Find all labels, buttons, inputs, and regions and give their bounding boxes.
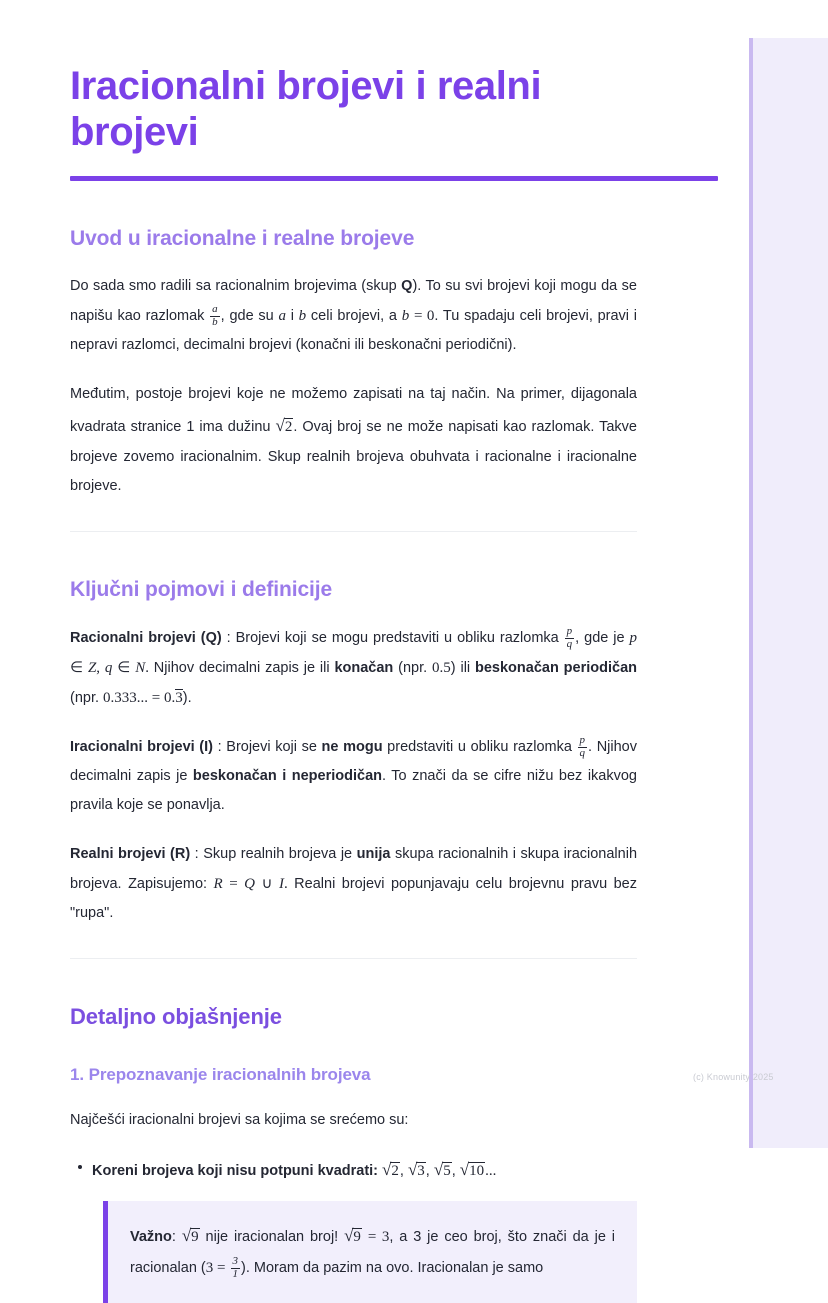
sqrt-2: √2 bbox=[275, 416, 293, 436]
callout-text: Važno: √9 nije iracionalan broj! √9 = 3, a 3 je ceo broj, što znači da je i racionalan (3 = $\frac{3}{1}$ ). Moram da pazim na ovo. Iracionalan je samo bbox=[130, 1219, 615, 1283]
right-strip-edge bbox=[749, 38, 753, 1148]
paragraph-uvod-2: Međutim, postoje brojevi koje ne možemo zapisati na taj način. Na primer, dijagonala kvadrata stranice 1 ima dužinu √2. Ovaj broj se ne može napisati kao razlomak. Takve brojeve zovemo iracionalnim. Skup realnih brojeva obuhvata i racionalne i iracionalne brojeve. bbox=[70, 386, 637, 495]
paragraph-subsection-intro: Najčešći iracionalni brojevi sa kojima se srećemo su: bbox=[70, 1112, 409, 1129]
definition-term: Iracionalni brojevi (I) bbox=[70, 739, 213, 756]
watermark: (c) Knowunity 2025 bbox=[693, 1072, 774, 1082]
section-divider-2 bbox=[70, 958, 637, 959]
sqrt-10: √10 bbox=[459, 1160, 485, 1180]
sqrt-3: √3 bbox=[407, 1160, 425, 1180]
definition-racionalni-brojevi: Racionalni brojevi (Q) : Brojevi koji se mogu predstaviti u obliku razlomka $\frac{p}{q}$ , gde je p ∈ Z, q ∈ N. Njihov decimalni zapis je ili konačan (npr. 0.5) ili beskonačan periodičan (npr. 0.333... = 0.3). bbox=[70, 625, 638, 707]
definition-realni-brojevi: Realni brojevi (R) : Skup realnih brojeva je unija skupa racionalnih i skupa iracionalnih brojeva. Zapisujemo: R = Q ∪ I. Realni brojevi popunjavaju celu brojevnu pravu bez "rupa". bbox=[70, 846, 638, 922]
sqrt-5: √5 bbox=[433, 1160, 451, 1180]
section-heading-pojmovi: Ključni pojmovi i definicije bbox=[70, 578, 333, 602]
definition-iracionalni-brojevi: Iracionalni brojevi (I) : Brojevi koji se ne mogu predstaviti u obliku razlomka $\frac{p}{q}$ . Njihov decimalni zapis je beskonačan i neperiodičan. To znači da se cifre nižu bez ikakvog pravila koje se ponavlja. bbox=[70, 734, 637, 814]
subsection-heading-prepoznavanje: 1. Prepoznavanje iracionalnih brojeva bbox=[70, 1064, 371, 1084]
callout-vazno bbox=[103, 1201, 637, 1303]
title-underline-rule bbox=[70, 176, 718, 181]
page-title: Iracionalni brojevi i realni brojevi bbox=[70, 64, 542, 155]
paragraph-uvod-1: Do sada smo radili sa racionalnim brojevima (skup Q). To su svi brojevi koji mogu da se napišu kao razlomak $\frac{a}{b}$ , gde su a i b celi brojevi, a b = 0. Tu spadaju celi brojevi, pravi i nepravi razlomci, decimalni brojevi (konačni ili beskonačni periodični). bbox=[70, 278, 637, 354]
right-decorative-strip bbox=[749, 38, 828, 1148]
list-item: Koreni brojeva koji nisu potpuni kvadrati: √2, √3, √5, √10... bbox=[92, 1153, 637, 1187]
fraction-a-over-b: $\frac{a}{b}$ bbox=[212, 303, 218, 328]
callout-label: Važno bbox=[130, 1229, 172, 1246]
section-heading-detaljno: Detaljno objašnjenje bbox=[70, 1004, 282, 1030]
fraction-p-over-q: $\frac{p}{q}$ bbox=[566, 625, 573, 650]
bullet-list-koreni bbox=[70, 1153, 637, 1187]
bullet-label: Koreni brojeva koji nisu potpuni kvadrati: bbox=[92, 1163, 379, 1180]
section-heading-uvod: Uvod u iracionalne i realne brojeve bbox=[70, 226, 415, 250]
sqrt-9: √9 bbox=[344, 1226, 361, 1246]
definition-term: Realni brojevi (R) bbox=[70, 846, 191, 863]
sqrt-9: √9 bbox=[181, 1226, 199, 1246]
section-divider-1 bbox=[70, 531, 637, 532]
sqrt-2: √2 bbox=[382, 1160, 399, 1180]
fraction-3-over-1: $\frac{3}{1}$ bbox=[232, 1255, 239, 1280]
fraction-p-over-q: $\frac{p}{q}$ bbox=[579, 734, 586, 759]
definition-term: Racionalni brojevi (Q) bbox=[70, 630, 222, 647]
